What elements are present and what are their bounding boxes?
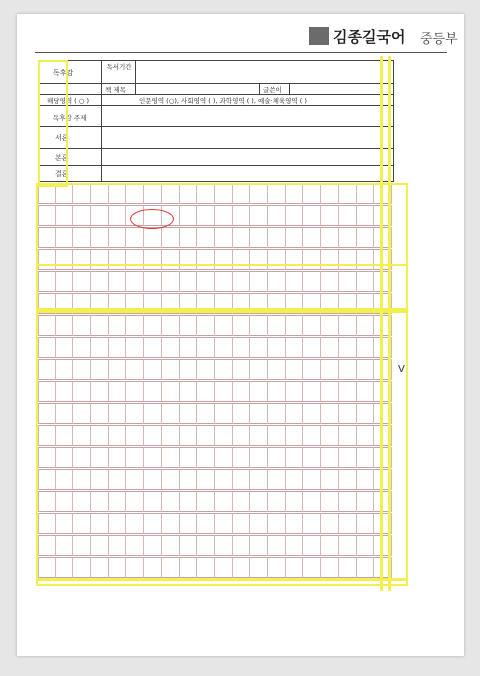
field-options: 인문영역 (○), 사회영역 ( ), 과학영역 ( ), 예술·체육영역 ( ): [139, 97, 307, 105]
table-vline: [135, 61, 136, 94]
table-hline: [39, 165, 393, 166]
period-label: 독서기간: [106, 63, 132, 71]
table-vline: [289, 83, 290, 94]
conclusion-label: 결론: [55, 170, 69, 178]
highlight-right-bar-2: [388, 56, 391, 591]
highlight-bottom-bar: [36, 578, 408, 581]
header-divider: [35, 52, 447, 53]
table-hline: [39, 148, 393, 149]
table-hline: [39, 105, 393, 106]
table-vline: [101, 61, 102, 181]
table-hline: [39, 94, 393, 95]
report-label: 독후감: [53, 69, 74, 77]
check-mark: V: [398, 364, 405, 375]
body-label: 본론: [55, 154, 69, 162]
book-title-label: 책 제목: [105, 86, 126, 94]
highlight-row-block: [36, 264, 408, 310]
intro-label: 서론: [55, 134, 69, 142]
table-hline: [39, 126, 393, 127]
highlight-paragraph-2: [36, 309, 408, 586]
book-report-info-table: [38, 60, 394, 182]
brand-subtitle: 중등부: [420, 32, 458, 47]
field-label: 해당영역 ( ○ ): [47, 97, 90, 105]
highlight-right-bar: [380, 56, 383, 591]
author-label: 글쓴이: [263, 86, 282, 94]
brand-name: 김종길국어: [333, 28, 406, 46]
table-vline: [259, 83, 260, 94]
brand-logo: [309, 27, 329, 45]
table-hline: [39, 83, 393, 84]
topic-label: 독후감 주제: [53, 114, 87, 122]
highlight-left-labels: [38, 60, 68, 187]
